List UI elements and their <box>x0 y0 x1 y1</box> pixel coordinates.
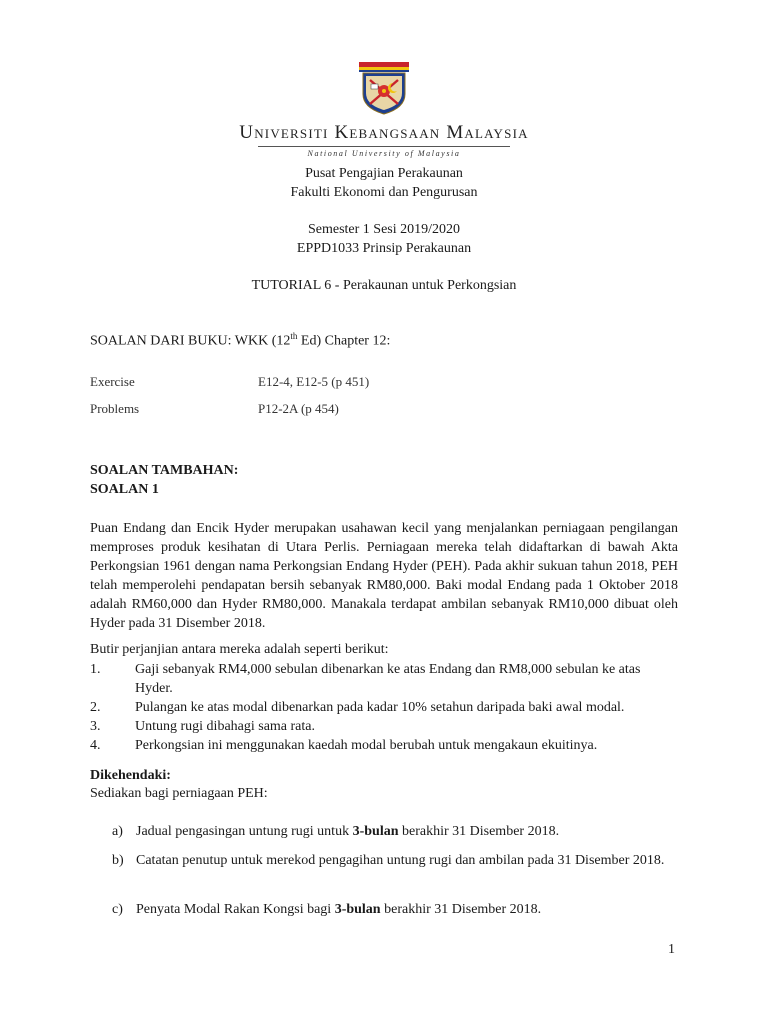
university-name: Universiti Kebangsaan Malaysia <box>239 122 529 143</box>
list-item: 4. Perkongsian ini menggunakan kaedah modal berubah untuk mengakaun ekuitinya. <box>90 738 598 753</box>
university-subtitle: National University of Malaysia <box>307 149 461 158</box>
tutorial-title: TUTORIAL 6 - Perakaunan untuk Perkongsian <box>251 278 517 293</box>
document-page: Universiti Kebangsaan Malaysia National University of Malaysia Pusat Pengajian Perakaunan Fakulti Ekonomi dan Pengurusan Semester 1 Sesi 2019/2020 EPPD1033 Prinsip Perakaunan TUTORIAL 6 - Perakaunan untuk Perkongsian SOALAN DARI BUKU: WKK (12th Ed) Chapter 12: Exercise E12-4, E12-5 (p 451) Problems P12-2A (p 454) SOALAN TAMBAHAN: SOALAN 1 Puan Endang dan Encik Hyder merupakan usahawan kecil yang menjalankan perniagaan pengilangan memproses produk kesihatan di Utara Perlis. Perniagaan mereka telah didaftarkan di bawah Akta Perkongsian 1961 dengan nama Perkongsian Endang Hyder (PEH). Pada akhir sukuan tahun 2018, PEH telah memperolehi pendapatan bersih sebanyak RM80,000. Baki modal Endang pada 1 Oktober 2018 adalah RM60,000 dan Hyder RM80,000. Manakala terdapat ambilan sebanyak RM10,000 dibuat oleh Hyder pada 31 Disember 2018. Butir perjanjian antara mereka adalah seperti berikut: 1. Gaji sebanyak RM4,000 sebulan dibenarkan ke atas Endang dan RM8,000 sebulan ke atas Hyder. 2. Pulangan ke atas modal dibenarkan pada kadar 10% setahun daripada baki awal modal. 3. Untung rugi dibahagi sama rata. 4. Perkongsian ini menggunakan kaedah modal berubah untuk mengakaun ekuitinya. Dikehendaki: Sediakan bagi perniagaan PEH: a) Jadual pengasingan untung rugi untuk 3-bulan berakhir 31 Disember 2018. b) Catatan penutup untuk merekod pengagihan untung rugi dan ambilan pada 31 Disember 2018. c) Penyata Modal Rakan Kongsi bagi 3-bulan berakhir 31 Disember 2018. 1 <box>0 0 768 1024</box>
university-logo <box>0 60 768 158</box>
logo-divider <box>258 146 510 147</box>
list-item: 2. Pulangan ke atas modal dibenarkan pada kadar 10% setahun daripada baki awal modal. <box>90 700 625 715</box>
list-item: 1. Gaji sebanyak RM4,000 sebulan dibenarkan ke atas Endang dan RM8,000 sebulan ke atas Hyder. <box>90 662 641 696</box>
required-lead: Sediakan bagi perniagaan PEH: <box>90 786 268 801</box>
exercise-value: E12-4, E12-5 (p 451) <box>258 374 370 389</box>
course-header <box>0 220 768 258</box>
school-header <box>0 164 768 202</box>
book-heading: SOALAN DARI BUKU: WKK (12th Ed) Chapter 12: <box>90 331 391 349</box>
question-number: SOALAN 1 <box>90 482 159 497</box>
agreement-lead: Butir perjanjian antara mereka adalah seperti berikut: <box>90 642 389 657</box>
problems-value: P12-2A (p 454) <box>258 401 339 416</box>
list-item: 3. Untung rugi dibahagi sama rata. <box>90 719 316 734</box>
university-crest-icon <box>357 60 411 116</box>
page-number: 1 <box>668 942 675 957</box>
agreement-list <box>90 660 680 755</box>
course-title: EPPD1033 Prinsip Perakaunan <box>296 241 472 256</box>
semester-label: Semester 1 Sesi 2019/2020 <box>307 222 461 237</box>
exercise-label: Exercise <box>90 374 135 389</box>
faculty-name: Fakulti Ekonomi dan Pengurusan <box>290 185 478 200</box>
problems-label: Problems <box>90 401 140 416</box>
extra-heading: SOALAN TAMBAHAN: <box>90 463 239 478</box>
centre-name: Pusat Pengajian Perakaunan <box>305 166 463 181</box>
required-heading: Dikehendaki: <box>90 768 171 783</box>
tutorial-header <box>0 276 768 295</box>
question-intro: Puan Endang dan Encik Hyder merupakan usahawan kecil yang menjalankan perniagaan pengilangan memproses produk kesihatan di Utara Perlis. Perniagaan mereka telah didaftarkan di bawah Akta Perkongsian 1961 dengan nama Perkongsian Endang Hyder (PEH). Pada akhir sukuan tahun 2018, PEH telah memperolehi pendapatan bersih sebanyak RM80,000. Baki modal Endang pada 1 Oktober 2018 adalah RM60,000 dan Hyder RM80,000. Manakala terdapat ambilan sebanyak RM10,000 dibuat oleh Hyder pada 31 Disember 2018. <box>90 521 678 631</box>
